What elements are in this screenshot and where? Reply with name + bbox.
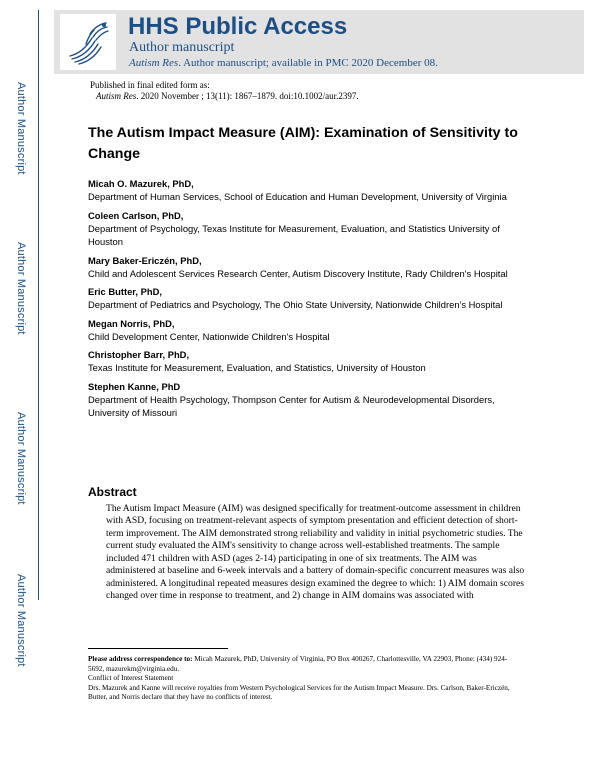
author-name: Coleen Carlson, PhD,: [88, 209, 184, 221]
abstract-heading: Abstract: [88, 485, 137, 499]
author-entry: [88, 317, 528, 344]
availability-journal: Autism Res: [129, 57, 179, 69]
author-manuscript-subtitle: Author manuscript: [129, 40, 235, 55]
hhs-public-access-title: HHS Public Access: [128, 13, 348, 40]
paper-title: The Autism Impact Measure (AIM): Examination of Sensitivity to Change: [88, 125, 518, 162]
author-affiliation: Department of Pediatrics and Psychology, The Ohio State University, Nationwide Children's Hospital: [88, 299, 503, 310]
author-affiliation: Child Development Center, Nationwide Children's Hospital: [88, 330, 330, 342]
availability-line: [129, 57, 438, 70]
author-name: Micah O. Mazurek, PhD,: [88, 178, 194, 189]
citation-line: [96, 91, 359, 102]
author-entry: [88, 380, 528, 420]
correspondence-label: Please address correspondence to:: [88, 655, 193, 663]
author-entry: [88, 285, 528, 312]
margin-divider: [38, 10, 39, 600]
author-affiliation: Texas Institute for Measurement, Evaluation, and Statistics, University of Houston: [88, 362, 426, 373]
correspondence-text: Micah Mazurek, PhD, University of Virginia, PO Box 400267, Charlottesville, VA 22903, Phone: (434) 924-5692, mazurekm@virginia.edu.: [88, 655, 508, 673]
conflict-text: Drs. Mazurek and Kanne will receive royalties from Western Psychological Services for the Autism Impact Measure. Drs. Carlson, Baker-Ericzén, Butter, and Norris declare that they have no conflicts of interest.: [88, 683, 510, 702]
author-name: Mary Baker-Ericzén, PhD,: [88, 254, 202, 266]
author-name: Christopher Barr, PhD,: [88, 349, 190, 360]
abstract-text: The Autism Impact Measure (AIM) was designed specifically for treatment-outcome assessment in children with ASD, focusing on treatment-relevant aspects of symptom presentation and efficient detection of short-term improvement. The AIM demonstrated strong reliability and validity in initial psychometric studies. The current study evaluated the AIM's sensitivity to change across well-established treatments. The sample included 471 children with ASD (ages 2-14) participating in one of six treatments. The AIM was administered at baseline and 6-week intervals and a battery of domain-specific concurrent measures was also administered. A longitudinal repeated measures design examined the degree to which: 1) AIM domain scores changed over time in response to treatment, and 2) change in AIM domains was associated with: [106, 503, 525, 602]
availability-text: . Author manuscript; available in PMC 2020 December 08.: [178, 57, 438, 69]
author-entry: [88, 209, 528, 249]
author-affiliation: Department of Health Psychology, Thompson Center for Autism & Neurodevelopmental Disorders, University of Missouri: [88, 393, 495, 418]
author-name: Eric Butter, PhD,: [88, 286, 162, 297]
side-label-author-manuscript: Author Manuscript: [15, 411, 27, 505]
author-affiliation: Department of Psychology, Texas Institute for Measurement, Evaluation, and Statistics University of Houston: [88, 222, 500, 247]
author-entry: [88, 254, 528, 281]
footnotes: [88, 655, 520, 703]
correspondence-note: [88, 655, 520, 674]
side-label-author-manuscript: Author Manuscript: [15, 573, 27, 667]
citation-journal: Autism Res: [96, 91, 137, 101]
side-label-author-manuscript: Author Manuscript: [15, 241, 27, 335]
published-label: Published in final edited form as:: [90, 80, 210, 90]
author-entry: [88, 177, 528, 204]
author-entry: [88, 348, 528, 375]
author-affiliation: Child and Adolescent Services Research Center, Autism Discovery Institute, Rady Children's Hospital: [88, 267, 508, 279]
author-list: [88, 177, 528, 425]
side-label-author-manuscript: Author Manuscript: [15, 81, 27, 175]
citation-text: . 2020 November ; 13(11): 1867–1879. doi:10.1002/aur.2397.: [136, 91, 359, 101]
footnote-divider: [88, 648, 228, 649]
conflict-heading: Conflict of Interest Statement: [88, 674, 174, 683]
author-name: Stephen Kanne, PhD: [88, 380, 181, 392]
hhs-eagle-logo-icon: [60, 14, 116, 70]
author-name: Megan Norris, PhD,: [88, 317, 175, 329]
author-affiliation: Department of Human Services, School of Education and Human Development, University of Virginia: [88, 191, 507, 202]
